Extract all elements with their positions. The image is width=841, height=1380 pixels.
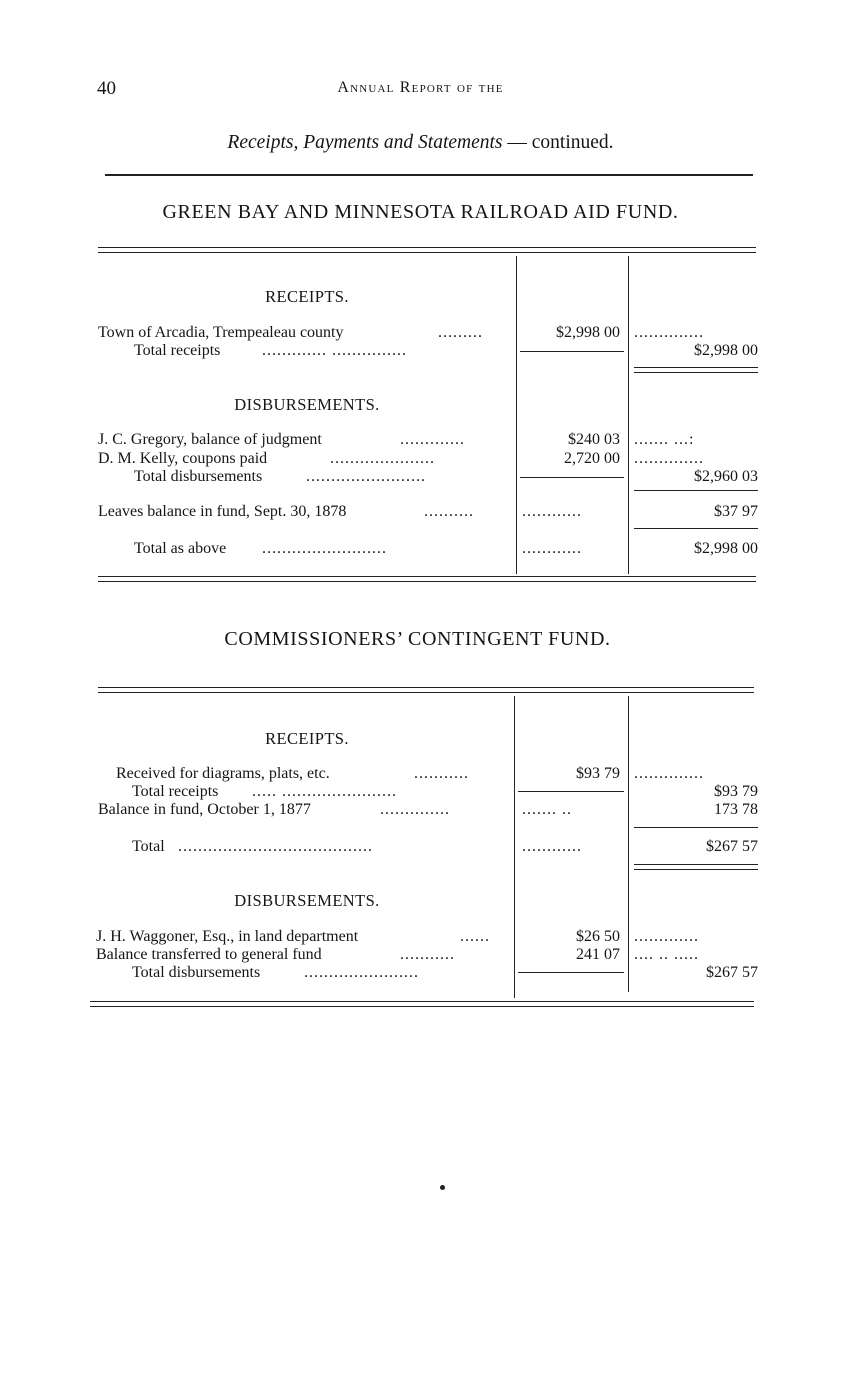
fund2-column-divider-2	[628, 696, 629, 992]
fund1-receipt-amount: $2,998 00	[556, 324, 620, 341]
fund1-disb-2-col3-leader: ..............	[634, 450, 704, 467]
fund2-col3-double-rule-2	[634, 869, 758, 870]
fund1-column-divider-1	[516, 256, 517, 574]
fund1-total-amount: $2,998 00	[694, 540, 758, 557]
fund2-disbursements-label: DISBURSEMENTS.	[234, 891, 380, 910]
fund2-balance-amount: 173 78	[714, 801, 758, 818]
fund2-balance-leader: ..............	[380, 801, 450, 818]
fund1-leaves-label: Leaves balance in fund, Sept. 30, 1878	[98, 503, 347, 520]
fund2-bottom-rule	[90, 1001, 754, 1002]
fund1-total-disb-leader: ........................	[306, 468, 426, 485]
fund2-col2-disb-rule	[518, 972, 624, 973]
fund2-top-rule	[98, 687, 754, 688]
fund2-total-receipts-label: Total receipts	[132, 783, 219, 800]
fund1-total-leader: .........................	[262, 540, 387, 557]
fund2-balance-label: Balance in fund, October 1, 1877	[98, 801, 311, 818]
fund2-total-label: Total	[132, 838, 165, 855]
fund2-total-disb-label: Total disbursements	[132, 964, 261, 981]
subtitle-italic: Receipts, Payments and Statements	[227, 132, 503, 153]
fund2-total-col2-leader: ............	[522, 838, 582, 855]
fund2-col2-subtotal-rule	[518, 791, 624, 792]
fund1-column-divider-2	[628, 256, 629, 574]
fund2-col3-double-rule	[634, 864, 758, 865]
fund2-disb-1-leader: ......	[460, 928, 490, 945]
fund1-leaves-leader: ..........	[424, 503, 474, 520]
fund2-title: COMMISSIONERS’ CONTINGENT FUND.	[224, 628, 611, 650]
fund2-receipt-item: Received for diagrams, plats, etc.	[116, 765, 330, 782]
fund1-col3-double-rule-2	[634, 372, 758, 373]
fund1-top-rule-2	[98, 252, 756, 253]
fund1-title: GREEN BAY AND MINNESOTA RAILROAD AID FUND.	[162, 201, 679, 223]
fund1-total-label: Total as above	[134, 540, 227, 557]
fund1-disb-2: D. M. Kelly, coupons paid	[98, 450, 268, 467]
fund2-receipt-col3-leader: ..............	[634, 765, 704, 782]
subtitle-continued: — continued.	[502, 132, 614, 153]
fund1-disb-1-col3-leader: ....... ...:	[634, 431, 695, 448]
fund1-receipt-col3-leader: ..............	[634, 324, 704, 341]
fund1-disb-1-amount: $240 03	[568, 431, 620, 448]
fund1-disbursements-label: DISBURSEMENTS.	[234, 395, 380, 414]
fund1-top-rule	[98, 247, 756, 248]
fund2-total-disb-amount: $267 57	[706, 964, 758, 981]
page-number: 40	[97, 78, 116, 99]
fund1-disb-1: J. C. Gregory, balance of judgment	[98, 431, 322, 448]
fund2-balance-col2-leader: ....... ..	[522, 801, 572, 818]
printer-mark	[440, 1185, 445, 1190]
fund1-disb-2-leader: .....................	[330, 450, 435, 467]
fund1-col3-double-rule	[634, 367, 758, 368]
fund2-bottom-rule-2	[90, 1006, 754, 1007]
fund1-col2-subtotal-rule	[520, 351, 624, 352]
fund1-total-disb-label: Total disbursements	[134, 468, 263, 485]
fund1-leaves-amount: $37 97	[714, 503, 758, 520]
page-subtitle	[0, 132, 841, 154]
fund1-receipts-label: RECEIPTS.	[265, 287, 349, 306]
fund2-receipt-amount: $93 79	[576, 765, 620, 782]
fund1-total-receipts-amount: $2,998 00	[694, 342, 758, 359]
fund2-disb-2: Balance transferred to general fund	[96, 946, 322, 963]
fund1-disb-1-leader: .............	[400, 431, 465, 448]
fund2-disb-1: J. H. Waggoner, Esq., in land department	[96, 928, 359, 945]
fund1-total-receipts-label: Total receipts	[134, 342, 221, 359]
fund2-total-receipts-leader: ..... .......................	[252, 783, 397, 800]
fund2-total-disb-leader: .......................	[304, 964, 419, 981]
fund2-total-amount: $267 57	[706, 838, 758, 855]
fund2-disb-1-col3-leader: .............	[634, 928, 699, 945]
fund1-disb-2-amount: 2,720 00	[564, 450, 620, 467]
fund1-receipt-item: Town of Arcadia, Trempealeau county	[98, 324, 344, 341]
fund1-col3-disb-rule	[634, 490, 758, 491]
fund1-total-receipts-leader: ............. ...............	[262, 342, 407, 359]
fund2-top-rule-2	[98, 692, 754, 693]
fund2-disb-2-col3-leader: .... .. .....	[634, 946, 699, 963]
fund2-disb-2-leader: ...........	[400, 946, 455, 963]
fund2-col3-balance-rule	[634, 827, 758, 828]
fund2-disb-2-amount: 241 07	[576, 946, 620, 963]
fund1-bottom-rule-2	[98, 581, 756, 582]
fund2-total-receipts-amount: $93 79	[714, 783, 758, 800]
fund2-total-leader: .......................................	[178, 838, 373, 855]
fund1-bottom-rule	[98, 576, 756, 577]
fund1-receipt-leader: .........	[438, 324, 483, 341]
fund1-total-col2-leader: ............	[522, 540, 582, 557]
fund2-receipts-label: RECEIPTS.	[265, 729, 349, 748]
fund1-total-disb-amount: $2,960 03	[694, 468, 758, 485]
fund1-leaves-col2-leader: ............	[522, 503, 582, 520]
running-head: Annual Report of the	[337, 79, 504, 96]
fund1-col3-leaves-rule	[634, 528, 758, 529]
fund1-col2-disb-rule	[520, 477, 624, 478]
fund2-disb-1-amount: $26 50	[576, 928, 620, 945]
fund2-receipt-leader: ...........	[414, 765, 469, 782]
header-rule	[105, 174, 753, 176]
